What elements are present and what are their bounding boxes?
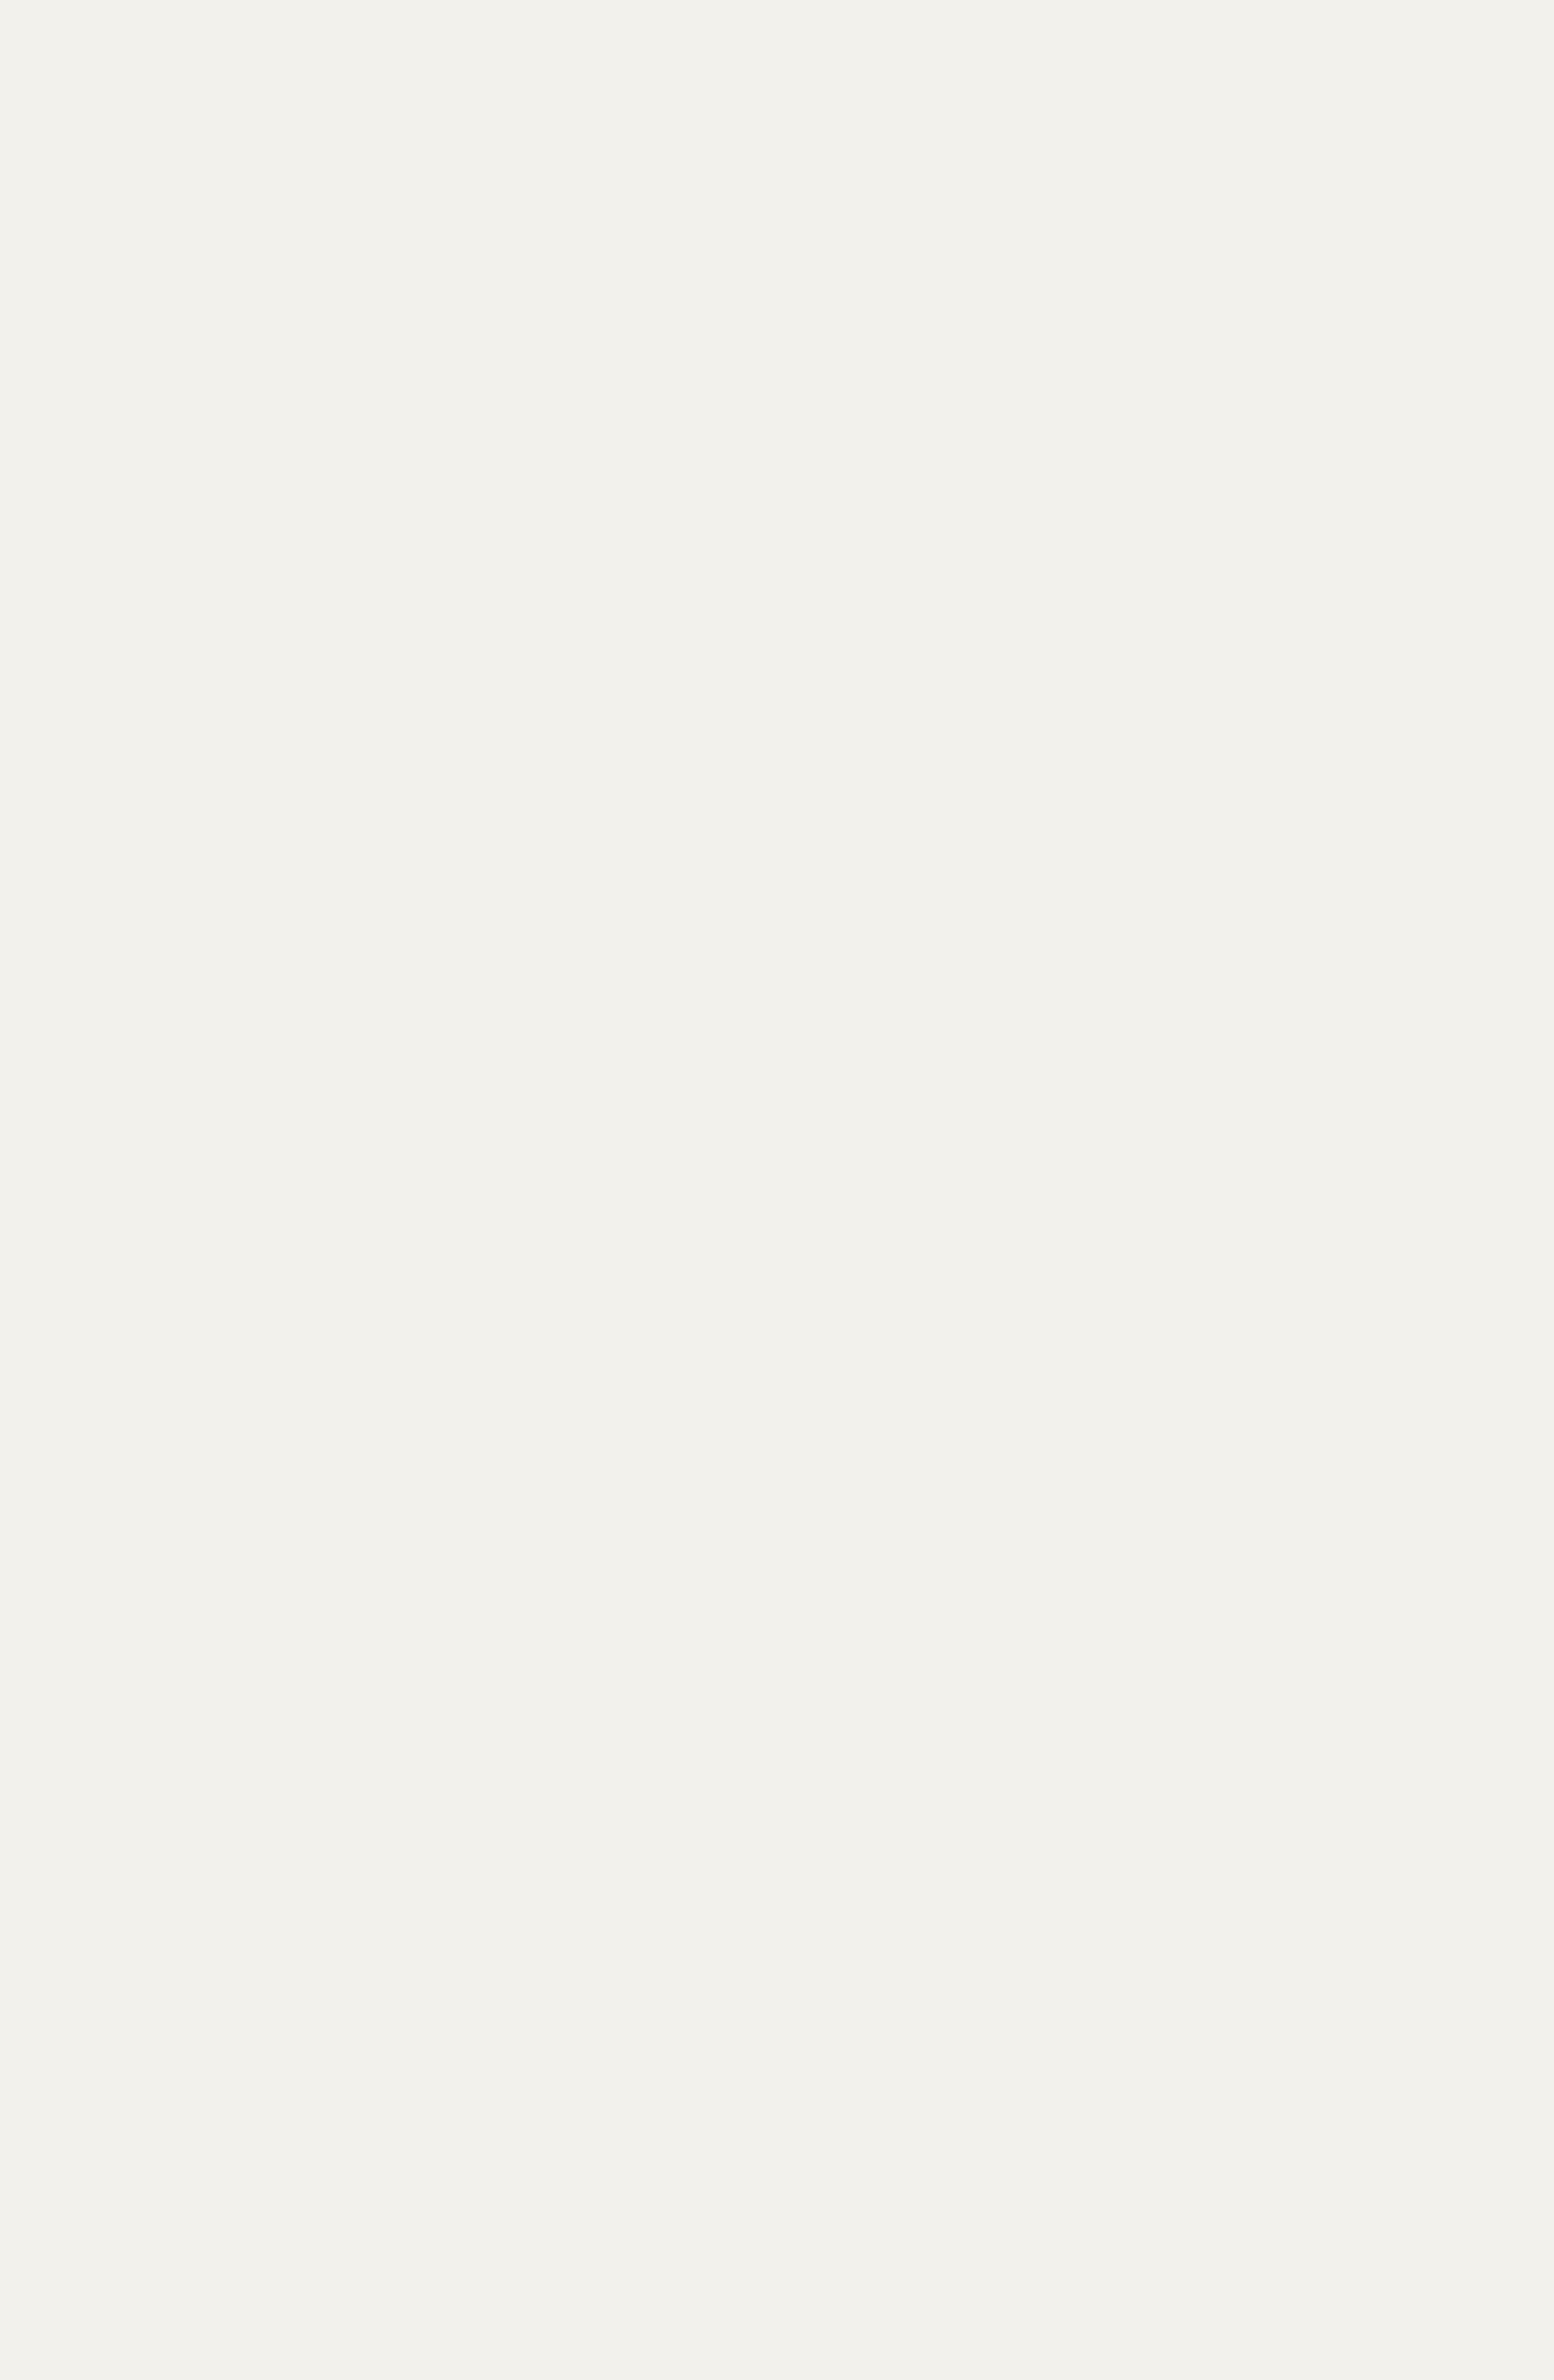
page-header [178,52,1465,89]
